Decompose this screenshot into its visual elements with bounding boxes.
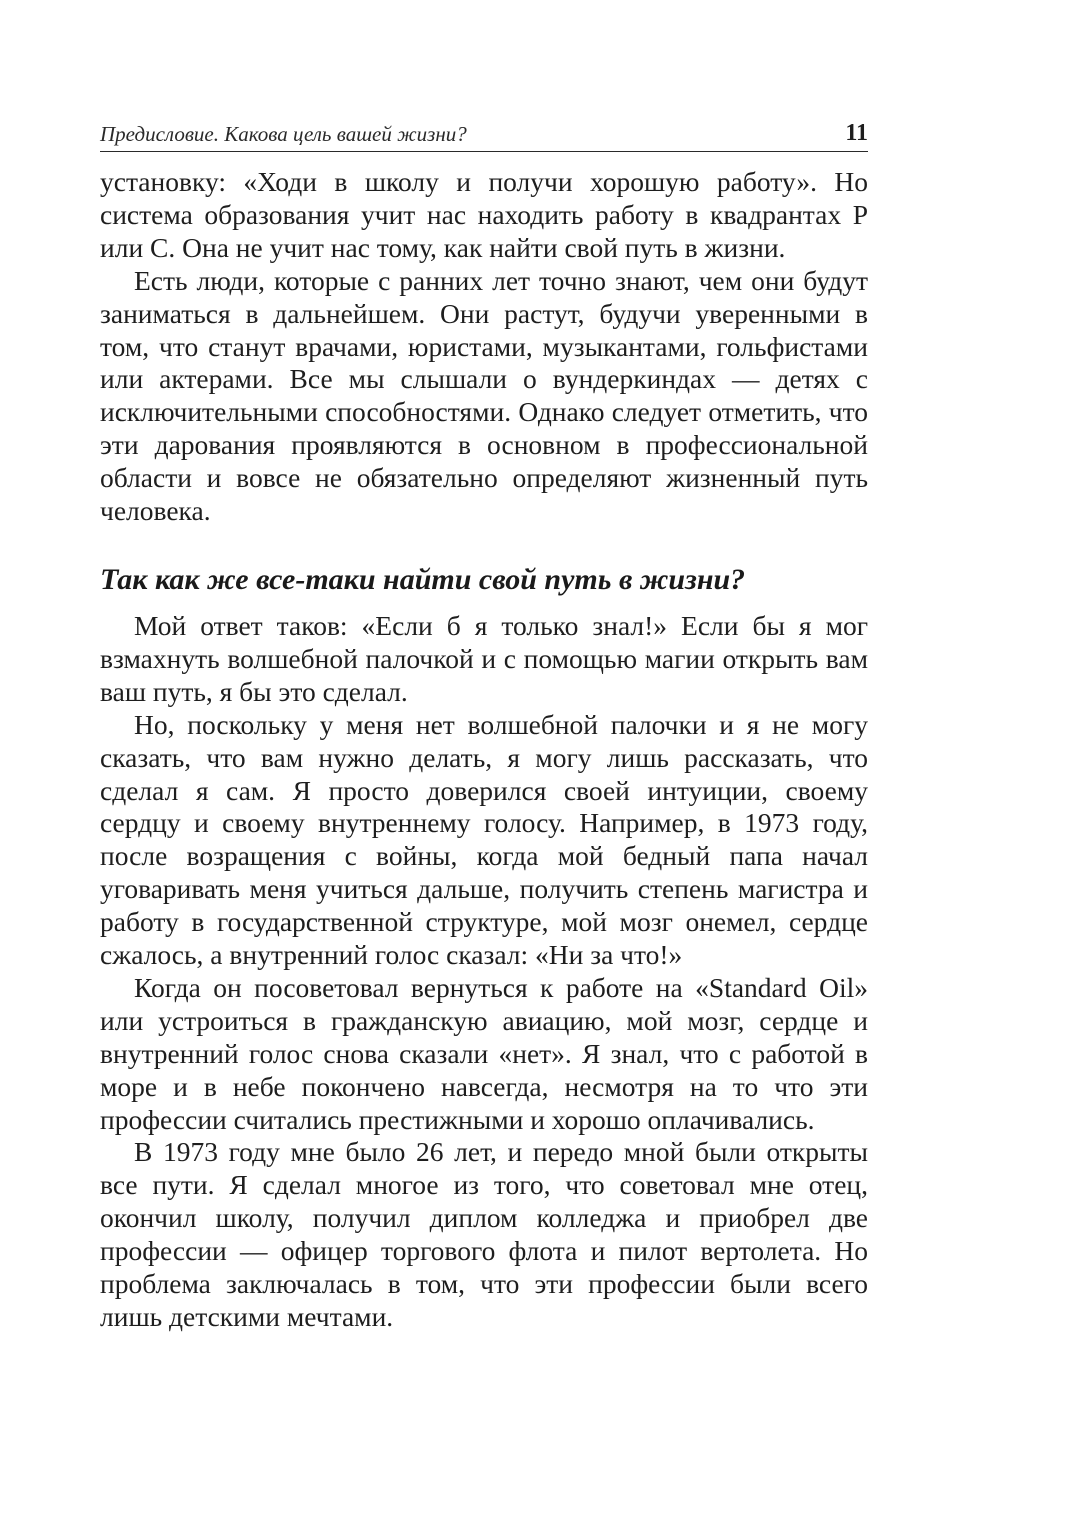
page-number: 11 [845,120,868,146]
body-text [100,166,868,1334]
paragraph: В 1973 году мне было 26 лет, и передо мной были открыты все пути. Я сделал многое из того, что советовал мне отец, окончил школу, получил диплом колледжа и приобрел две профессии — офицер торгового флота и пилот вертолета. Но проблема заключалась в том, что эти профессии были всего лишь детскими мечтами. [100,1136,868,1332]
paragraph: Когда он посоветовал вернуться к работе на «Standard Oil» или устроиться в гражданскую авиацию, мой мозг, сердце и внутренний голос снова сказали «нет». Я знал, что с работой в море и в небе покончено навсегда, несмотря на то что эти профессии считались престижными и хорошо оплачивались. [100,971,868,1135]
section-heading: Так как же все-таки найти свой путь в жизни? [100,562,746,596]
book-page [100,120,868,1334]
paragraph: Мой ответ таков: «Если б я только знал!» Если бы я мог взмахнуть волшебной палочкой и с помощью магии открыть вам ваш путь, я бы это сделал. [100,609,868,707]
paragraph: Есть люди, которые с ранних лет точно знают, чем они будут заниматься в дальнейшем. Они растут, будучи уверенными в том, что станут врачами, юристами, музыкантами, гольфистами или актерами. Все мы слышали о вундеркиндах — детях с исключительными способностями. Однако следует отметить, что эти дарования проявляются в основном в профессиональной области и вовсе не обязательно определяют жизненный путь человека. [100,264,868,527]
paragraph-continued: установку: «Ходи в школу и получи хорошую работу». Но система образования учит нас находить работу в квадрантах Р или С. Она не учит нас тому, как найти свой путь в жизни. [100,166,868,263]
paragraph: Но, поскольку у меня нет волшебной палочки и я не могу сказать, что вам нужно делать, я могу лишь рассказать, что сделал я сам. Я просто доверился своей интуиции, своему сердцу и своему внутреннему голосу. Например, в 1973 году, после возращения с войны, когда мой бедный папа начал уговаривать меня учиться дальше, получить степень магистра и работу в государственной структуре, мой мозг онемел, сердце сжалось, а внутренний голос сказал: «Ни за что!» [100,708,868,971]
running-head [100,120,868,152]
running-title: Предисловие. Какова цель вашей жизни? [100,122,467,146]
